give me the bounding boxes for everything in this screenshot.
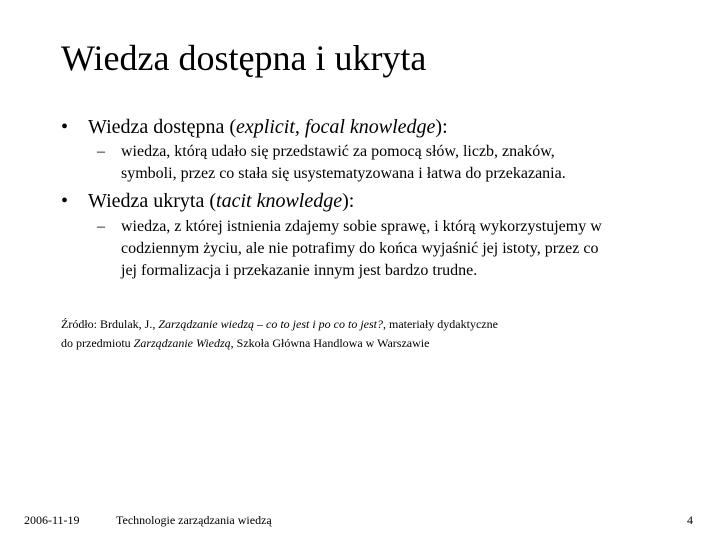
source-line-2 (61, 334, 498, 353)
bullet-text-italic: explicit, focal knowledge (236, 116, 436, 138)
bullet-text-after: ): (342, 190, 355, 212)
footer-date: 2006-11-19 (24, 513, 80, 527)
bullet-text-italic: tacit knowledge (216, 190, 343, 212)
source-subject-italic: Zarządzanie Wiedzą (133, 336, 231, 350)
sub-bullet-text (121, 216, 602, 282)
bullet-marker: • (61, 190, 69, 212)
bullet-text (88, 115, 448, 139)
bullet-text-before: Wiedza dostępna ( (88, 116, 237, 138)
sub-bullet-line: wiedza, którą udało się przedstawić za pomocą słów, liczb, znaków, (121, 143, 555, 160)
sub-bullet-marker: – (97, 143, 105, 160)
sub-bullet-marker: – (97, 218, 105, 235)
sub-bullet-line: symboli, przez co stała się usystematyzowana i łatwa do przekazania. (121, 165, 566, 182)
bullet-text-before: Wiedza ukryta ( (88, 190, 217, 212)
source-line-1 (61, 315, 498, 334)
footer-course-title: Technologie zarządzania wiedzą (116, 513, 272, 527)
bullet-text (88, 189, 354, 213)
sub-bullet-line: jej formalizacja i przekazanie innym jest bardzo trudne. (121, 262, 478, 279)
bullet-marker: • (61, 116, 69, 138)
sub-bullet-line: wiedza, z której istnienia zdajemy sobie sprawę, i którą wykorzystujemy w (121, 218, 602, 235)
source-text: Źródło: Brdulak, J., (61, 317, 159, 331)
slide-title: Wiedza dostępna i ukryta (61, 38, 427, 78)
source-citation (61, 315, 498, 353)
source-title-italic: Zarządzanie wiedzą – co to jest i po co to jest? (158, 317, 383, 331)
footer-page-number: 4 (687, 513, 693, 527)
sub-bullet-text (121, 141, 566, 185)
sub-bullet-line: codziennym życiu, ale nie potrafimy do końca wyjaśnić jej istoty, przez co (121, 240, 599, 257)
source-text: , materiały dydaktyczne (383, 317, 498, 331)
bullet-text-after: ): (435, 116, 448, 138)
source-text: , Szkoła Główna Handlowa w Warszawie (230, 336, 430, 350)
source-text: do przedmiotu (61, 336, 134, 350)
